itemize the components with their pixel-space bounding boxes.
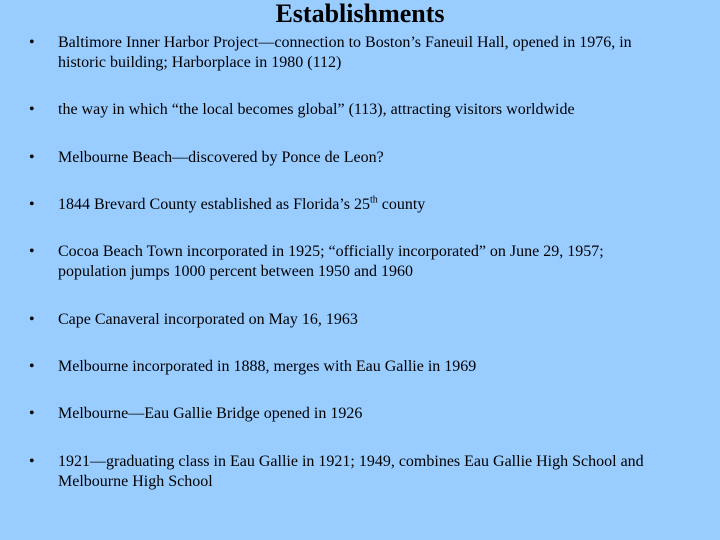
bullet-icon: •: [29, 358, 35, 375]
ordinal-superscript: th: [369, 194, 378, 206]
bullet-icon: •: [29, 311, 35, 328]
bullet-icon: •: [29, 453, 35, 470]
list-item-text: Melbourne incorporated in 1888, merges with Eau Gallie in 1969: [58, 358, 477, 375]
bullet-icon: •: [29, 149, 35, 166]
bullet-icon: •: [29, 34, 35, 51]
list-item-text: Cocoa Beach Town incorporated in 1925; “officially incorporated” on June 29, 1957; population jumps 1000 percent between 1950 and 1960: [58, 243, 604, 280]
list-item-text: [58, 195, 658, 215]
list-item-text-after: county: [377, 196, 426, 213]
list-item-text: 1921—graduating class in Eau Gallie in 1921; 1949, combines Eau Gallie High School and Melbourne High School: [58, 453, 644, 490]
list-item-text: the way in which “the local becomes global” (113), attracting visitors worldwide: [58, 101, 575, 118]
bullet-icon: •: [29, 196, 35, 213]
list-item-text: Melbourne—Eau Gallie Bridge opened in 1926: [58, 405, 363, 422]
list-item-text: Cape Canaveral incorporated on May 16, 1963: [58, 311, 358, 328]
bullet-icon: •: [29, 101, 35, 118]
list-item-text: Melbourne Beach—discovered by Ponce de Leon?: [58, 149, 384, 166]
bullet-icon: •: [29, 405, 35, 422]
list-item-text-before: 1844 Brevard County established as Florida’s 25: [58, 196, 370, 213]
bullet-icon: •: [29, 243, 35, 260]
list-item-text: Baltimore Inner Harbor Project—connection to Boston’s Faneuil Hall, opened in 1976, in historic building; Harborplace in 1980 (112): [58, 34, 632, 71]
slide-title: Establishments: [275, 0, 445, 28]
